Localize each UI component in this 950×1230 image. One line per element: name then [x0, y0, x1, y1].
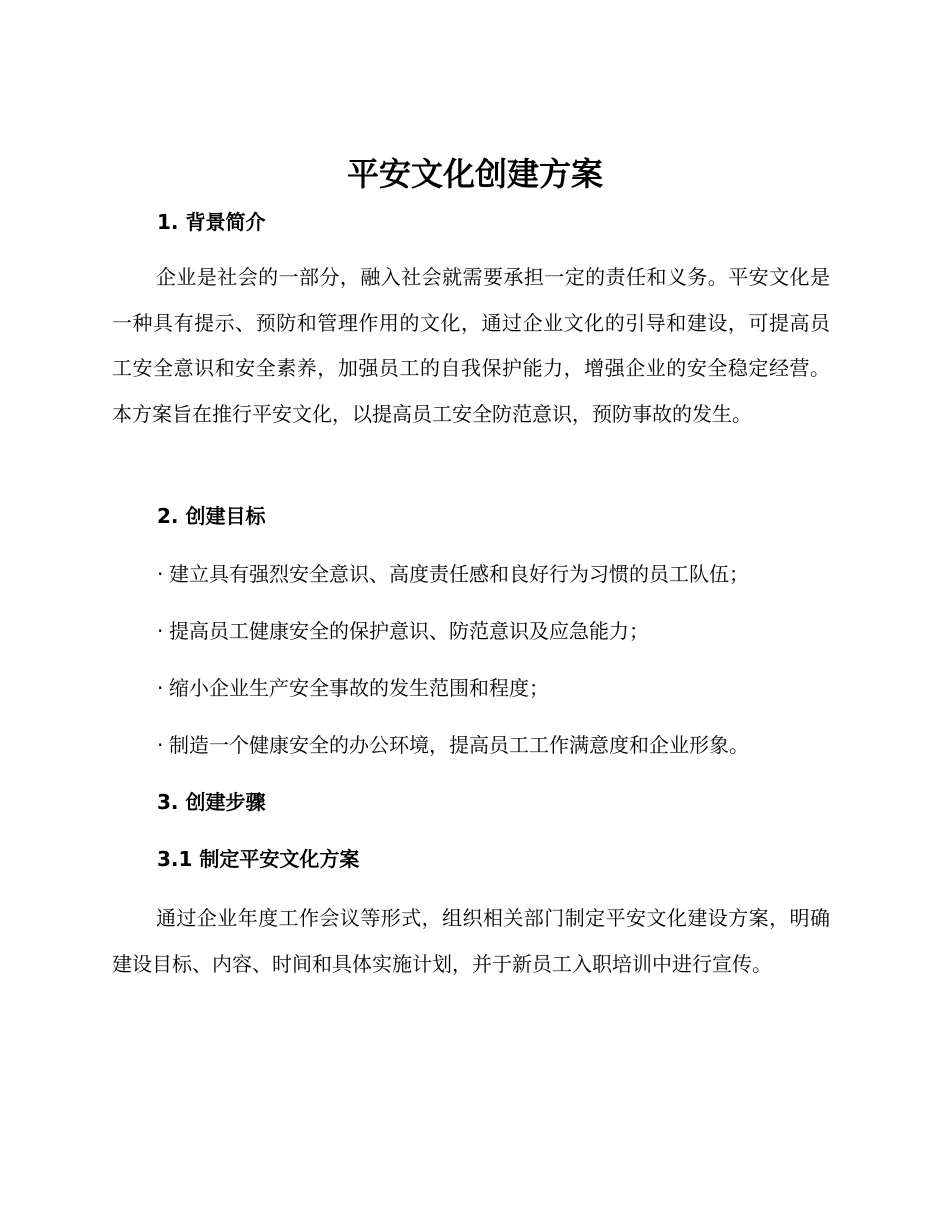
- section-heading-steps: 3. 创建步骤: [157, 790, 266, 814]
- bullet-icon: ·: [157, 733, 164, 757]
- document-title: 平安文化创建方案: [346, 155, 603, 193]
- subsection-heading-plan: 3.1 制定平安文化方案: [157, 847, 360, 871]
- section-heading-background: 1. 背景简介: [157, 210, 266, 234]
- list-item-text: 提高员工健康安全的保护意识、防范意识及应急能力；: [169, 619, 649, 643]
- list-item: [157, 729, 749, 761]
- section-heading-goals: 2. 创建目标: [157, 504, 266, 528]
- list-item-text: 制造一个健康安全的办公环境，提高员工工作满意度和企业形象。: [169, 733, 749, 757]
- list-item: [157, 558, 749, 590]
- list-item: [157, 615, 649, 647]
- bullet-icon: ·: [157, 562, 164, 586]
- background-paragraph: 企业是社会的一部分，融入社会就需要承担一定的责任和义务。平安文化是一种具有提示、预防和管理作用的文化，通过企业文化的引导和建设，可提高员工安全意识和安全素养，加强员工的自我保护能力，增强企业的安全稳定经营。本方案旨在推行平安文化，以提高员工安全防范意识，预防事故的发生。: [112, 265, 830, 426]
- bullet-icon: ·: [157, 676, 164, 700]
- bullet-icon: ·: [157, 619, 164, 643]
- plan-paragraph: 通过企业年度工作会议等形式，组织相关部门制定平安文化建设方案，明确建设目标、内容、时间和具体实施计划，并于新员工入职培训中进行宣传。: [112, 906, 830, 976]
- list-item-text: 建立具有强烈安全意识、高度责任感和良好行为习惯的员工队伍；: [169, 562, 749, 586]
- list-item-text: 缩小企业生产安全事故的发生范围和程度；: [169, 676, 549, 700]
- list-item: [157, 672, 549, 704]
